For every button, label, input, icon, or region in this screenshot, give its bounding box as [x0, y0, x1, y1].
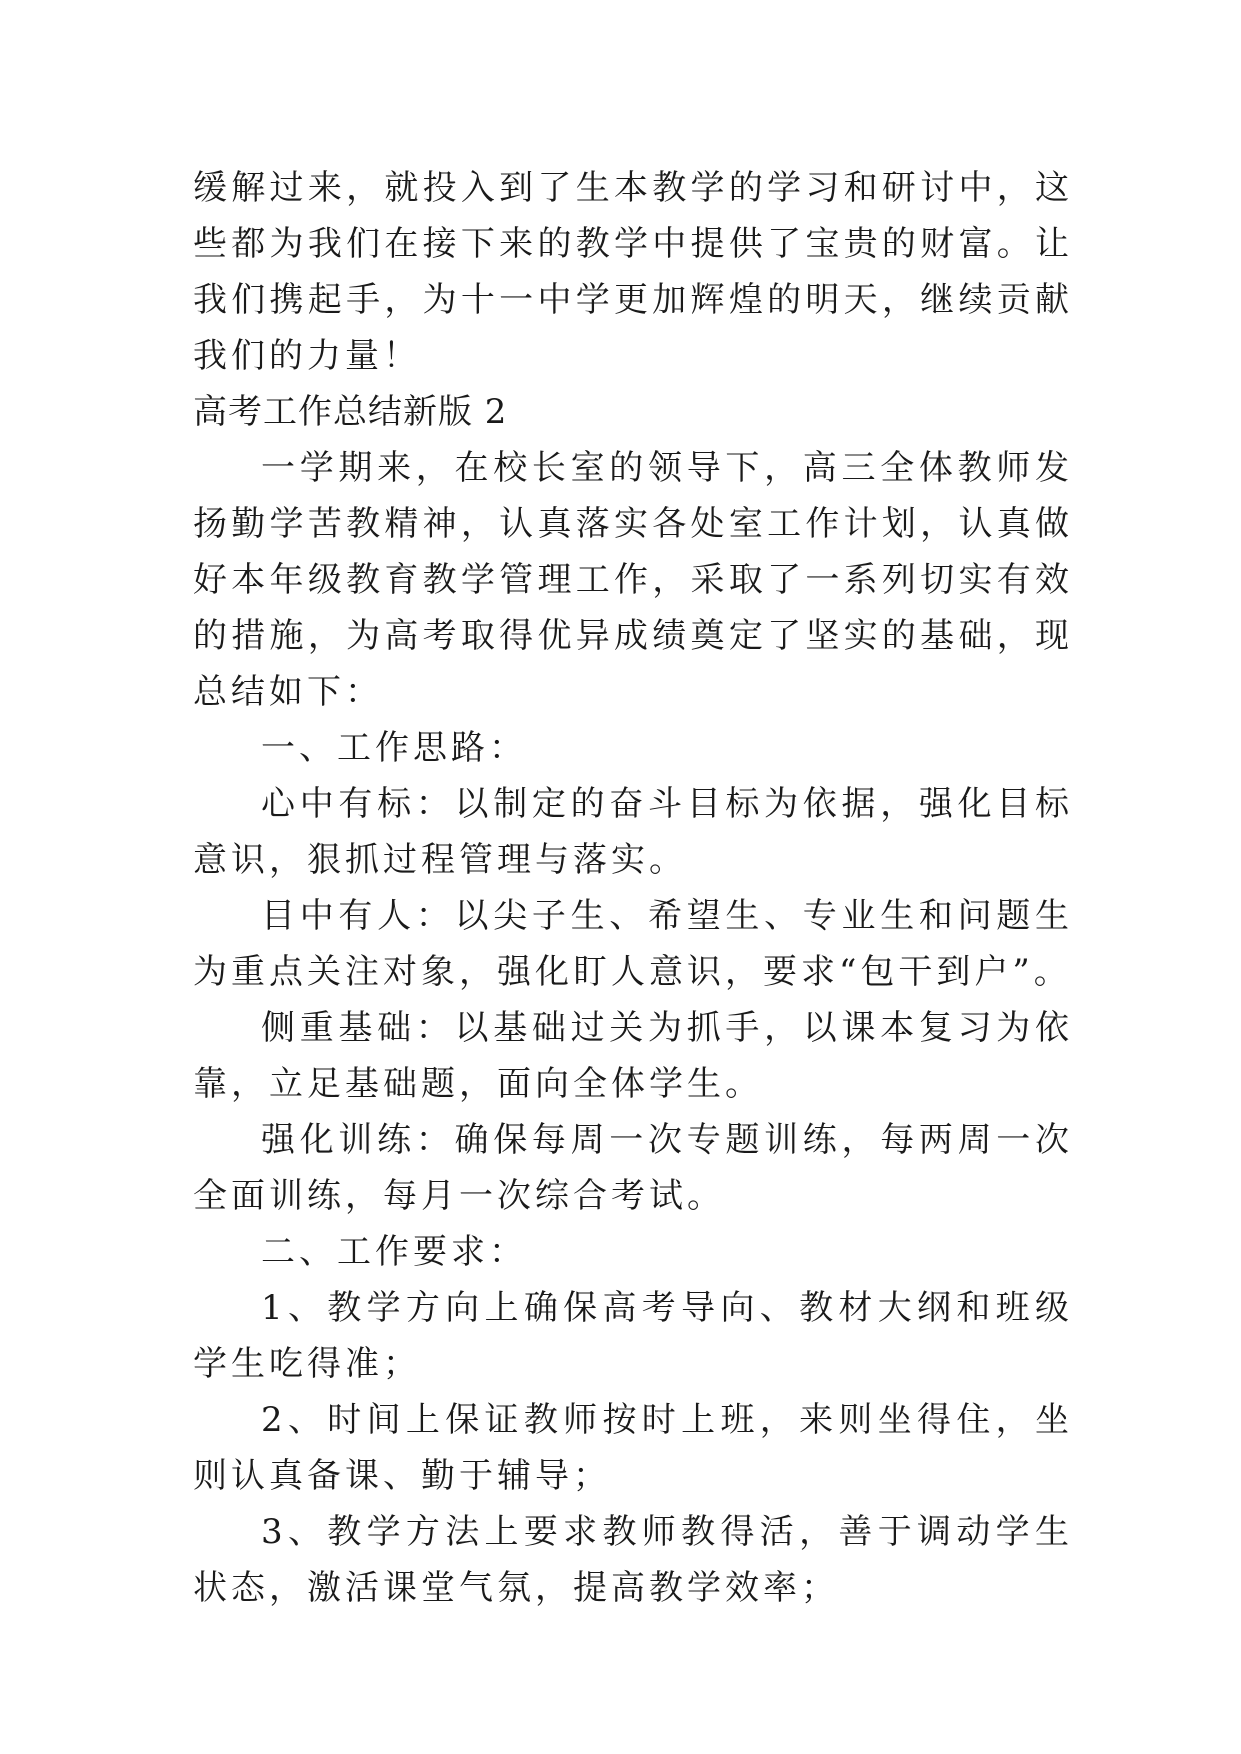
paragraph-continuation: 缓解过来，就投入到了生本教学的学习和研讨中，这些都为我们在接下来的教学中提供了宝贵的财富。让我们携起手，为十一中学更加辉煌的明天，继续贡献我们的力量！	[193, 168, 1073, 376]
list-item-2: 2、时间上保证教师按时上班，来则坐得住，坐则认真备课、勤于辅导；	[193, 1400, 1073, 1496]
paragraph-goal-in-mind: 心中有标：以制定的奋斗目标为依据，强化目标意识，狠抓过程管理与落实。	[193, 784, 1073, 880]
paragraph-focus-basics: 侧重基础：以基础过关为抓手，以课本复习为依靠，立足基础题，面向全体学生。	[193, 1008, 1073, 1104]
paragraph-people-in-sight: 目中有人：以尖子生、希望生、专业生和问题生为重点关注对象，强化盯人意识，要求“包干到户”。	[193, 896, 1073, 992]
section-heading: 高考工作总结新版 2	[193, 392, 508, 432]
document-body	[193, 160, 1073, 1616]
paragraph-intro: 一学期来，在校长室的领导下，高三全体教师发扬勤学苦教精神，认真落实各处室工作计划，认真做好本年级教育教学管理工作，采取了一系列切实有效的措施，为高考取得优异成绩奠定了坚实的基础，现总结如下：	[193, 448, 1073, 712]
subheading-work-requirements: 二、工作要求：	[261, 1232, 527, 1272]
paragraph-intensive-training: 强化训练：确保每周一次专题训练，每两周一次全面训练，每月一次综合考试。	[193, 1120, 1073, 1216]
list-item-1: 1、教学方向上确保高考导向、教材大纲和班级学生吃得准；	[193, 1288, 1073, 1384]
list-item-3: 3、教学方法上要求教师教得活，善于调动学生状态，激活课堂气氛，提高教学效率；	[193, 1512, 1073, 1608]
subheading-work-approach: 一、工作思路：	[261, 728, 527, 768]
